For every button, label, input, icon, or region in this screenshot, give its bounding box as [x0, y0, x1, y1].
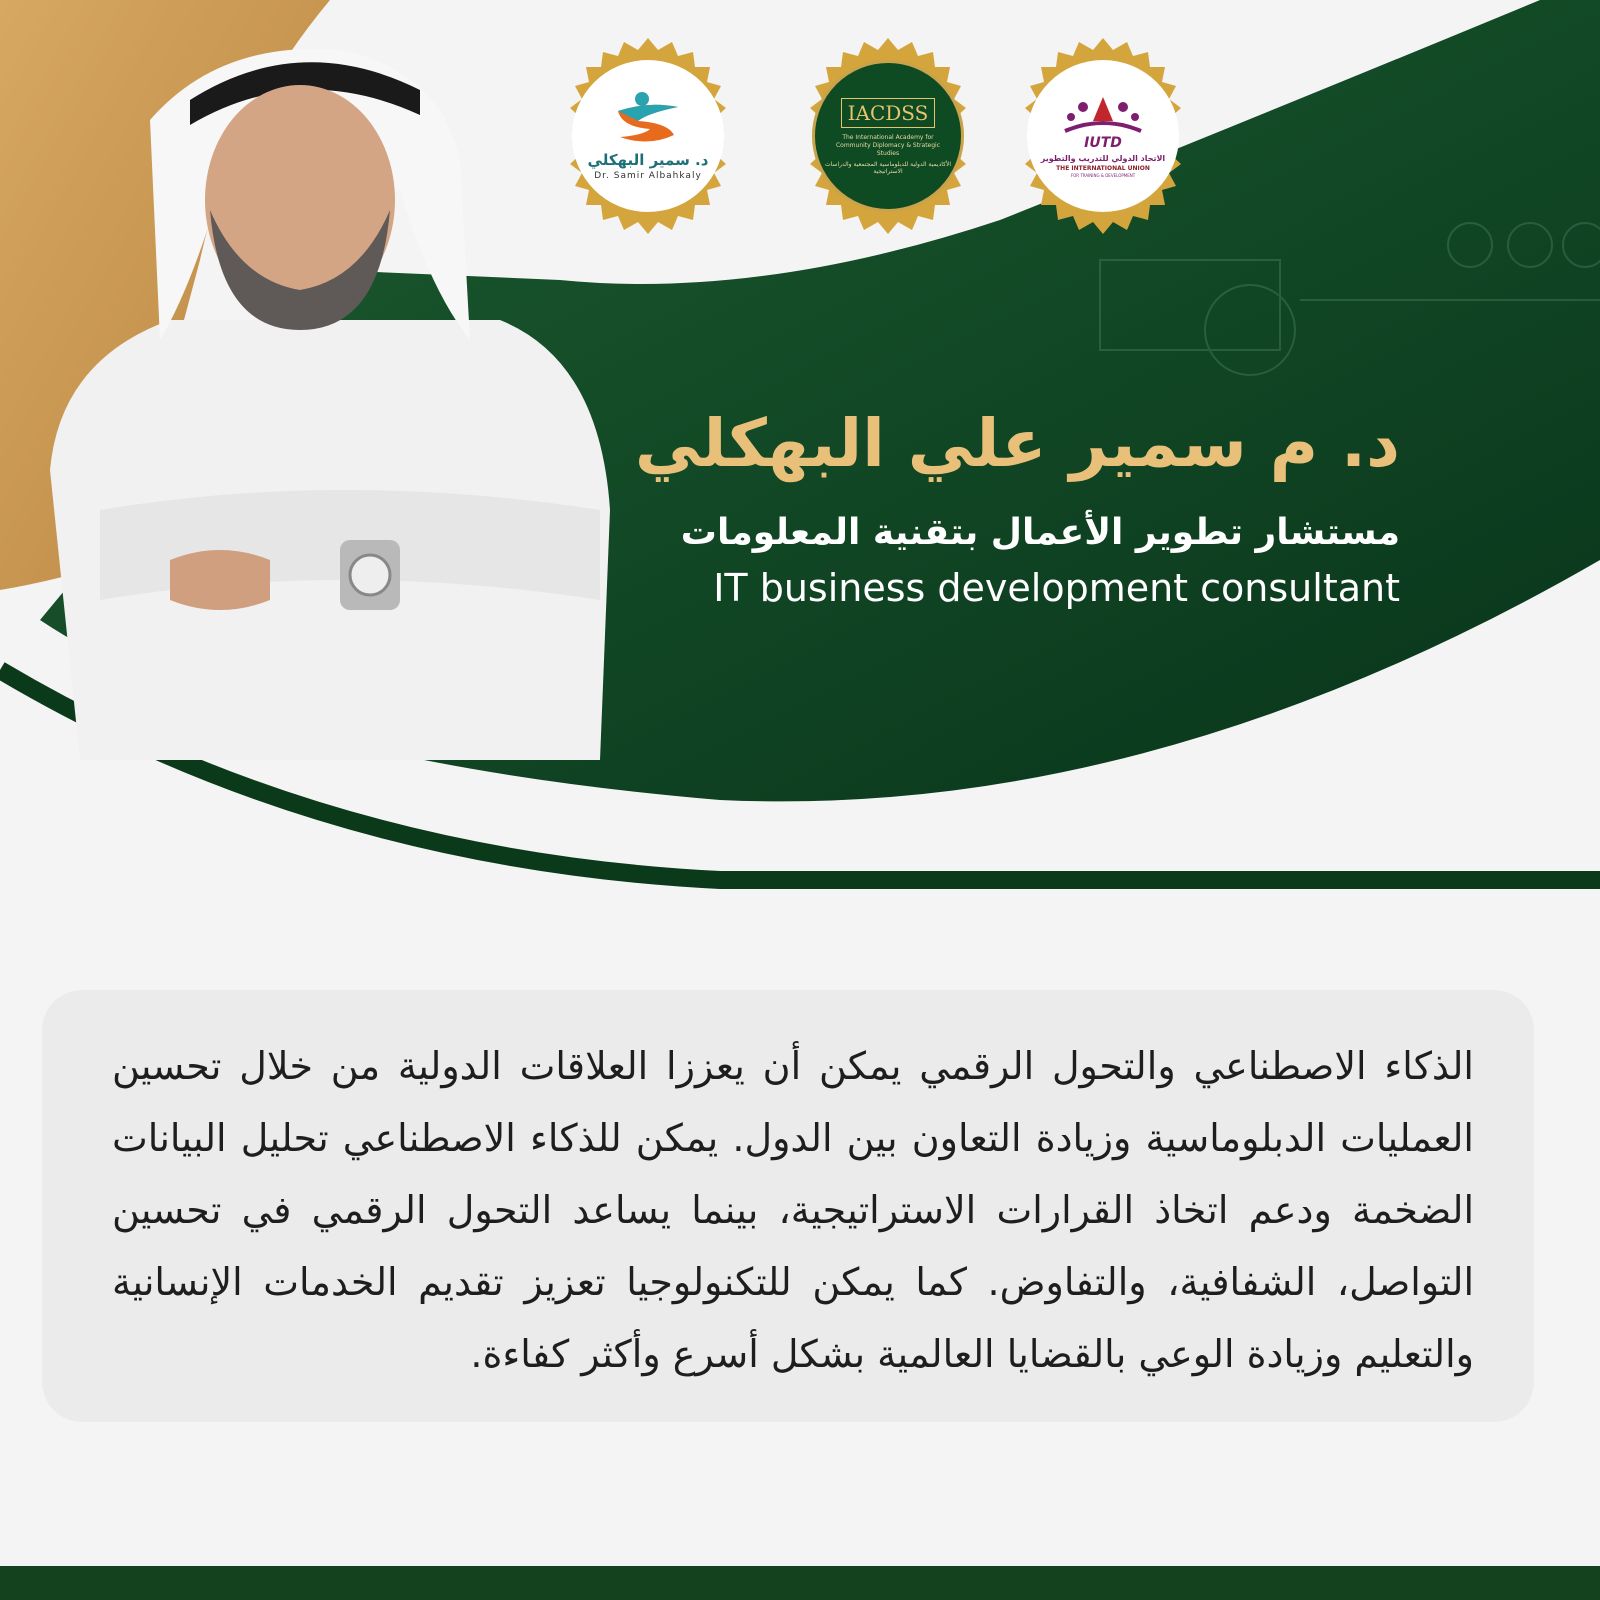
samir-logo-name-ar: د. سمير البهكلي: [587, 151, 709, 169]
profile-title-en: IT business development consultant: [713, 566, 1400, 610]
iacdss-acronym: IACDSS: [841, 98, 936, 128]
iutd-logo-badge: [1005, 38, 1201, 234]
profile-name: د. م سمير علي البهكلي: [634, 405, 1400, 482]
portrait-photo: [40, 40, 630, 760]
body-text-card: [42, 990, 1534, 1422]
profile-title-ar: مستشار تطوير الأعمال بتقنية المعلومات: [680, 512, 1400, 553]
iutd-people-icon: [1063, 95, 1143, 135]
iutd-name-ar: الاتحاد الدولي للتدريب والتطوير: [1040, 153, 1166, 163]
footer-bar: [0, 1566, 1600, 1600]
iutd-acronym: IUTD: [1084, 134, 1122, 151]
iacdss-logo-badge: [790, 38, 986, 234]
iacdss-full-en: The International Academy for Community Diplomacy & Strategic Studies: [835, 133, 941, 157]
iutd-name-en2: FOR TRAINING & DEVELOPMENT: [1070, 172, 1136, 178]
iacdss-full-ar: الأكاديمية الدولية للدبلوماسية المجتمعية والدراسات الاستراتيجية: [824, 160, 952, 175]
samir-logo-name-en: Dr. Samir Albahkaly: [594, 171, 702, 181]
body-paragraph: الذكاء الاصطناعي والتحول الرقمي يمكن أن يعززا العلاقات الدولية من خلال تحسين العمليات الدبلوماسية وزيادة التعاون بين الدول. يمكن للذكاء الاصطناعي تحليل البيانات الضخمة ودعم اتخاذ القرارات الاستراتيجية، بينما يساعد التحول الرقمي في تحسين التواصل، الشفافية، والتفاوض. كما يمكن للتكنولوجيا تعزيز تقديم الخدمات الإنسانية والتعليم وزيادة الوعي بالقضايا العالمية بشكل أسرع وأكثر كفاءة.: [112, 1044, 1474, 1376]
iutd-name-en: THE INTERNATIONAL UNION: [1056, 164, 1150, 172]
